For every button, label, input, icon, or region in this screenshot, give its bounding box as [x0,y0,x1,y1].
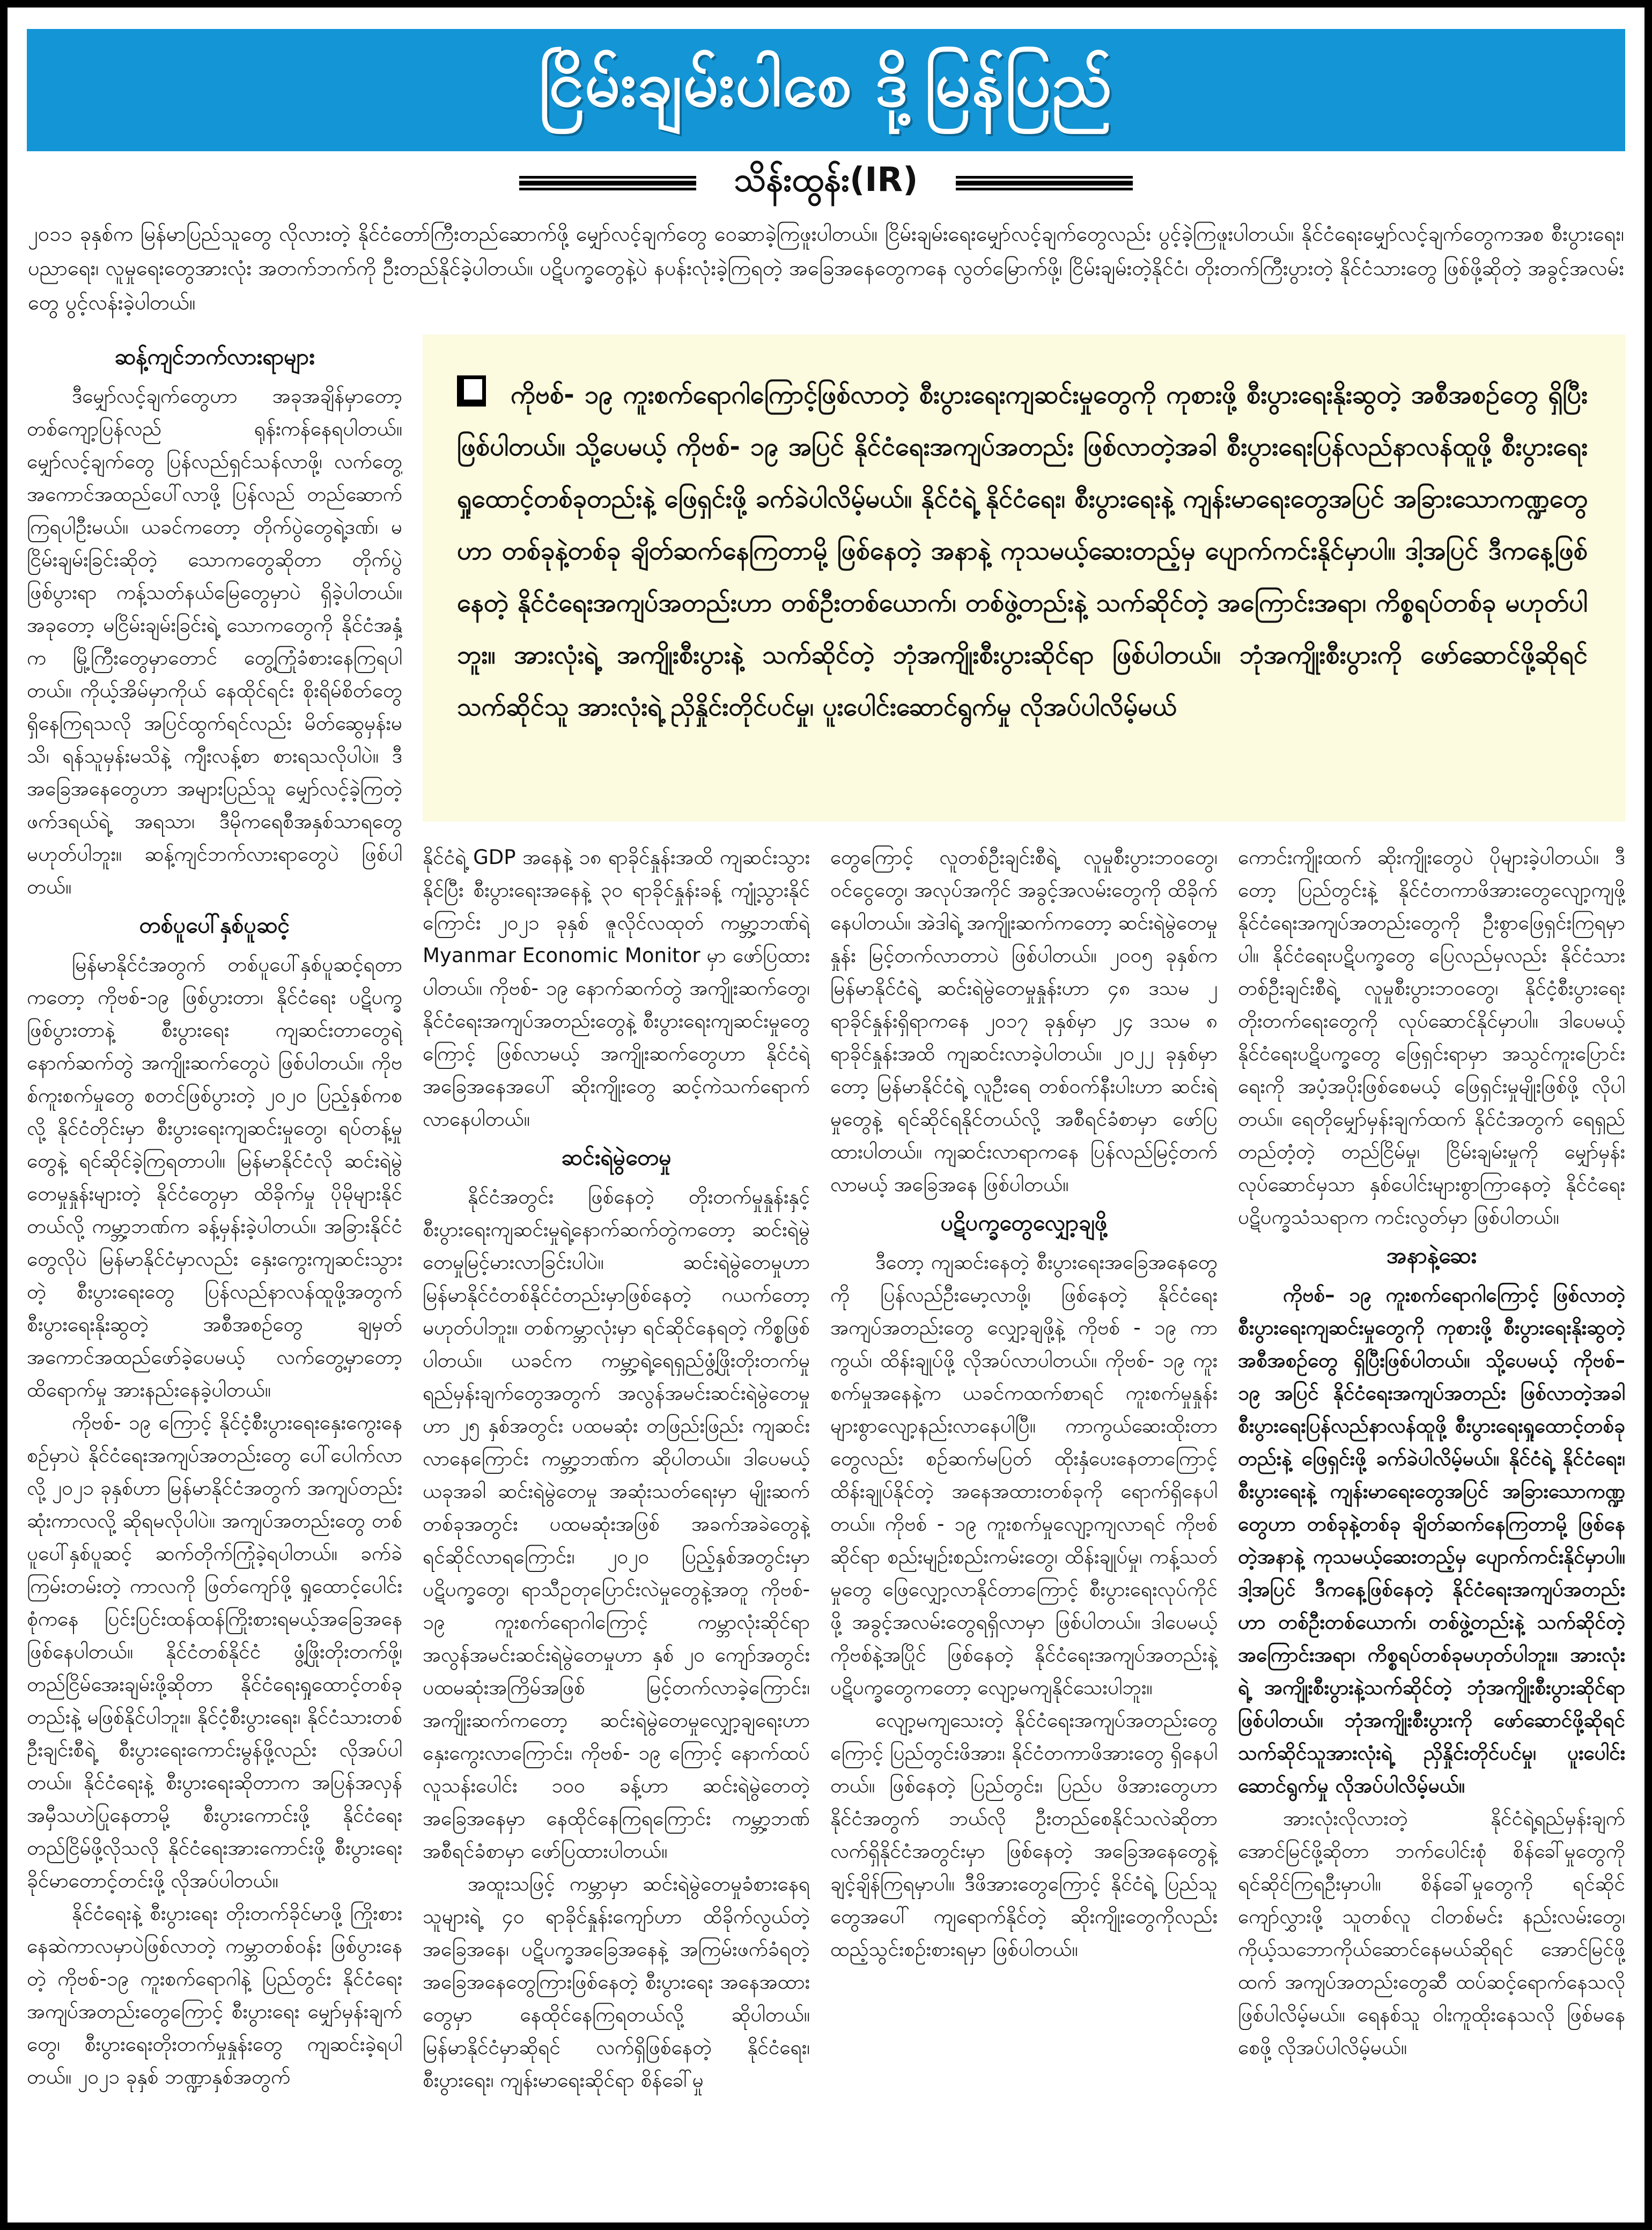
paragraph: ကောင်းကျိုးထက် ဆိုးကျိုးတွေပဲ ပိုများခဲ့ပါတယ်။ ဒီတော့ ပြည်တွင်းနဲ့ နိုင်ငံတကာဖိအားတွေလျော့ကျဖို့ နိုင်ငံရေးအကျပ်အတည်းတွေကို ဦးစွာဖြေရှင်းကြရမှာပါ။ နိုင်ငံရေးပဋိပက္ခတွေ ပြေလည်မှလည်း နိုင်ငံသားတစ်ဦးချင်းစီရဲ့ လူမှုစီးပွားဘဝတွေ၊ နိုင်ငံ့စီးပွားရေး တိုးတက်ရေးတွေကို လုပ်ဆောင်နိုင်မှာပါ။ ဒါပေမယ့် နိုင်ငံရေးပဋိပက္ခတွေ ဖြေရှင်းရာမှာ အသွင်ကူးပြောင်းရေးကို အပံ့အပိုးဖြစ်စေမယ့် ဖြေရှင်းမှုမျိုးဖြစ်ဖို့ လိုပါတယ်။ ရေတိုမျှော်မှန်းချက်ထက် နိုင်ငံအတွက် ရေရှည်တည်တံ့တဲ့ တည်ငြိမ်မှု၊ ငြိမ်းချမ်းမှုကို မျှော်မှန်းလုပ်ဆောင်မှသာ နှစ်ပေါင်းများစွာကြာနေတဲ့ နိုင်ငံရေးပဋိပက္ခသံသရာက ကင်းလွတ်မှာ ဖြစ်ပါတယ်။ [1238,846,1625,1229]
paragraph: အထူးသဖြင့် ကမ္ဘာမှာ ဆင်းရဲမွဲတေမှုခံစားနေရသူများရဲ့ ၄၀ ရာခိုင်နှုန်းကျော်ဟာ ထိခိုက်လွယ်တဲ့အခြေအနေ၊ ပဋိပက္ခအခြေအနေနဲ့ အကြမ်းဖက်ခံရတဲ့ အခြေအနေတွေကြားဖြစ်နေတဲ့ စီးပွားရေး အနေအထားတွေမှာ နေထိုင်နေကြရတယ်လို့ ဆိုပါတယ်။ မြန်မာနိုင်ငံမှာဆိုရင် လက်ရှိဖြစ်နေတဲ့ နိုင်ငံရေး၊ စီးပွားရေး၊ ကျန်းမာရေးဆိုင်ရာ စိန်ခေါ်မှု [423,1872,810,2092]
byline-row [27,151,1625,215]
pull-quote-text: ကိုဗစ်- ၁၉ ကူးစက်ရောဂါကြောင့်ဖြစ်လာတဲ့ စီးပွားရေးကျဆင်းမှုတွေကို ကုစားဖို့ စီးပွားရေးနိုးဆွတဲ့ အစီအစဉ်တွေ ရှိပြီး ဖြစ်ပါတယ်။ သို့ပေမယ့် ကိုဗစ်- ၁၉ အပြင် နိုင်ငံရေးအကျပ်အတည်း ဖြစ်လာတဲ့အခါ စီးပွားရေးပြန်လည်နာလန်ထူဖို့ စီးပွားရေးရှုထောင့်တစ်ခုတည်းနဲ့ ဖြေရှင်းဖို့ ခက်ခဲပါလိမ့်မယ်။ နိုင်ငံရဲ့ နိုင်ငံရေး၊ စီးပွားရေးနဲ့ ကျန်းမာရေးတွေအပြင် အခြားသောကဏ္ဍတွေဟာ တစ်ခုနဲ့တစ်ခု ချိတ်ဆက်နေကြတာမို့ ဖြစ်နေတဲ့ အနာနဲ့ ကုသမယ့်ဆေးတည့်မှ ပျောက်ကင်းနိုင်မှာပါ။ ဒါ့အပြင် ဒီကနေ့ဖြစ်နေတဲ့ နိုင်ငံရေးအကျပ်အတည်းဟာ တစ်ဦးတစ်ယောက်၊ တစ်ဖွဲ့တည်းနဲ့ သက်ဆိုင်တဲ့ အကြောင်းအရာ၊ ကိစ္စရပ်တစ်ခု မဟုတ်ပါဘူး။ အားလုံးရဲ့ အကျိုးစီးပွားနဲ့ သက်ဆိုင်တဲ့ ဘုံအကျိုးစီးပွားဆိုင်ရာ ဖြစ်ပါတယ်။ ဘုံအကျိုးစီးပွားကို ဖော်ဆောင်ဖို့ဆိုရင် သက်ဆိုင်သူ အားလုံးရဲ့ ညှိနှိုင်းတိုင်ပင်မှု၊ ပူးပေါင်းဆောင်ရွက်မှု လိုအပ်ပါလိမ့်မယ် [457,380,1588,722]
paragraph: အားလုံးလိုလားတဲ့ နိုင်ငံရဲ့ရည်မှန်းချက် အောင်မြင်ဖို့ဆိုတာ ဘက်ပေါင်းစုံ စိန်ခေါ်မှုတွေကို ရင်ဆိုင်ကြရဦးမှာပါ။ စိန်ခေါ်မှုတွေကို ရင်ဆိုင်ကျော်လွှားဖို့ သူတစ်လူ ငါတစ်မင်း နည်းလမ်းတွေ၊ ကိုယ့်သဘောကိုယ်ဆောင်နေမယ်ဆိုရင် အောင်မြင်ဖို့ထက် အကျပ်အတည်းတွေဆီ ထပ်ဆင့်ရောက်နေသလို ဖြစ်ပါလိမ့်မယ်။ ရေနစ်သူ ဝါးကူထိုးနေသလို ဖြစ်မနေစေဖို့ လိုအပ်ပါလိမ့်မယ်။ [1238,1807,1625,2059]
paragraph: နိုင်ငံရဲ့ GDP အနေနဲ့ ၁၈ ရာခိုင်နှုန်းအထိ ကျဆင်းသွားနိုင်ပြီး စီးပွားရေးအနေနဲ့ ၃၀ ရာခိုင်နှုန်းခန့် ကျုံ့သွားနိုင်ကြောင်း ၂၀၂၁ ခုနှစ် ဇူလိုင်လထုတ် ကမ္ဘာ့ဘဏ်ရဲ့ Myanmar Economic Monitor မှာ ဖော်ပြထားပါတယ်။ ကိုဗစ်- ၁၉ နောက်ဆက်တွဲ အကျိုးဆက်တွေ၊ နိုင်ငံရေးအကျပ်အတည်းတွေနဲ့ စီးပွားရေးကျဆင်းမှုတွေကြောင့် ဖြစ်လာမယ့် အကျိုးဆက်တွေဟာ နိုင်ငံရဲ့အခြေအနေအပေါ် ဆိုးကျိုးတွေ ဆင့်ကဲသက်ရောက်လာနေပါတယ်။ [423,846,810,1131]
page-title: ငြိမ်းချမ်းပါစေ ဒို့မြန်ပြည် [539,48,1113,121]
section-heading-opposite-directions: ဆန့်ကျင်ဘက်လားရာများ [114,344,315,370]
paragraph-bold: ကိုဗစ်– ၁၉ ကူးစက်ရောဂါကြောင့် ဖြစ်လာတဲ့ စီးပွားရေးကျဆင်းမှုတွေကို ကုစားဖို့ စီးပွားရေးနိုးဆွတဲ့အစီအစဉ်တွေ ရှိပြီးဖြစ်ပါတယ်။ သို့ပေမယ့် ကိုဗစ်– ၁၉ အပြင် နိုင်ငံရေးအကျပ်အတည်း ဖြစ်လာတဲ့အခါ စီးပွားရေးပြန်လည်နာလန်ထူဖို့ စီးပွားရေးရှုထောင့်တစ်ခုတည်းနဲ့ ဖြေရှင်းဖို့ ခက်ခဲပါလိမ့်မယ်။ နိုင်ငံရဲ့ နိုင်ငံရေး၊ စီးပွားရေးနဲ့ ကျန်းမာရေးတွေအပြင် အခြားသောကဏ္ဍတွေဟာ တစ်ခုနဲ့တစ်ခု ချိတ်ဆက်နေကြတာမို့ ဖြစ်နေတဲ့အနာနဲ့ ကုသမယ့်ဆေးတည့်မှ ပျောက်ကင်းနိုင်မှာပါ။ ဒါ့အပြင် ဒီကနေ့ဖြစ်နေတဲ့ နိုင်ငံရေးအကျပ်အတည်းဟာ တစ်ဦးတစ်ယောက်၊ တစ်ဖွဲ့တည်းနဲ့ သက်ဆိုင်တဲ့ အကြောင်းအရာ၊ ကိစ္စရပ်တစ်ခုမဟုတ်ပါဘူး။ အားလုံးရဲ့ အကျိုးစီးပွားနဲ့သက်ဆိုင်တဲ့ ဘုံအကျိုးစီးပွားဆိုင်ရာ ဖြစ်ပါတယ်။ ဘုံအကျိုးစီးပွားကို ဖော်ဆောင်ဖို့ဆိုရင် သက်ဆိုင်သူအားလုံးရဲ့ ညှိနှိုင်းတိုင်ပင်မှု၊ ပူးပေါင်းဆောင်ရွက်မှု လိုအပ်ပါလိမ့်မယ်။ [1238,1283,1625,1797]
paragraph: မြန်မာနိုင်ငံအတွက် တစ်ပူပေါ်နှစ်ပူဆင့်ရတာကတော့ ကိုဗစ်-၁၉ ဖြစ်ပွားတာ၊ နိုင်ငံရေး ပဋိပက္ခ ဖြစ်ပွားတာနဲ့ စီးပွားရေး ကျဆင်းတာတွေရဲ့ နောက်ဆက်တွဲ အကျိုးဆက်တွေပဲ ဖြစ်ပါတယ်။ ကိုဗစ်ကူးစက်မှုတွေ စတင်ဖြစ်ပွားတဲ့ ၂၀၂၀ ပြည့်နှစ်ကစလို့ နိုင်ငံတိုင်းမှာ စီးပွားရေးကျဆင်းမှုတွေ၊ ရပ်တန့်မှုတွေနဲ့ ရင်ဆိုင်ခဲ့ကြရတာပါ။ မြန်မာနိုင်ငံလို ဆင်းရဲမွဲတေမှုနှုန်းများတဲ့ နိုင်ငံတွေမှာ ထိခိုက်မှု ပိုမိုများနိုင်တယ်လို့ ကမ္ဘာ့ဘဏ်က ခန့်မှန်းခဲ့ပါတယ်။ အခြားနိုင်ငံတွေလိုပဲ မြန်မာနိုင်ငံမှာလည်း နှေးကွေးကျဆင်းသွားတဲ့ စီးပွားရေးတွေ ပြန်လည်နာလန်ထူဖို့အတွက် စီးပွားရေးနိုးဆွတဲ့ အစီအစဉ်တွေ ချမှတ်အကောင်အထည်ဖော်ခဲ့ပေမယ့် လက်တွေ့မှာတော့ ထိရောက်မှု အားနည်းနေခဲ့ပါတယ်။ [27,953,402,1401]
column-1 [27,335,402,2196]
paragraph: တွေကြောင့် လူတစ်ဦးချင်းစီရဲ့ လူမှုစီးပွားဘဝတွေ၊ ဝင်ငွေတွေ၊ အလုပ်အကိုင် အခွင့်အလမ်းတွေကို ထိခိုက်နေပါတယ်။ အဲဒါရဲ့ အကျိုးဆက်ကတော့ ဆင်းရဲမွဲတေမှုနှုန်း မြင့်တက်လာတာပဲ ဖြစ်ပါတယ်။ ၂၀၀၅ ခုနှစ်က မြန်မာနိုင်ငံရဲ့ ဆင်းရဲမွဲတေမှုနှုန်းဟာ ၄၈ ဒသမ ၂ ရာခိုင်နှုန်းရှိရာကနေ ၂၀၁၇ ခုနှစ်မှာ ၂၄ ဒသမ ၈ ရာခိုင်နှုန်းအထိ ကျဆင်းလာခဲ့ပါတယ်။ ၂၀၂၂ ခုနှစ်မှာတော့ မြန်မာနိုင်ငံရဲ့ လူဦးရေ တစ်ဝက်နီးပါးဟာ ဆင်းရဲမှုတွေနဲ့ ရင်ဆိုင်ရနိုင်တယ်လို့ အစီရင်ခံစာမှာ ဖော်ပြထားပါတယ်။ ကျဆင်းလာရာကနေ ပြန်လည်မြင့်တက်လာမယ့် အခြေအနေ ဖြစ်ပါတယ်။ [830,846,1218,1196]
paragraph: နိုင်ငံရေးနဲ့ စီးပွားရေး တိုးတက်ခိုင်မာဖို့ ကြိုးစားနေဆဲကာလမှာပဲဖြစ်လာတဲ့ ကမ္ဘာတစ်ဝန်း ဖြစ်ပွားနေတဲ့ ကိုဗစ်-၁၉ ကူးစက်ရောဂါနဲ့ ပြည်တွင်း နိုင်ငံရေးအကျပ်အတည်းတွေကြောင့် စီးပွားရေး မျှော်မှန်းချက်တွေ၊ စီးပွားရေးတိုးတက်မှုနှုန်းတွေ ကျဆင်းခဲ့ရပါတယ်။ ၂၀၂၁ ခုနှစ် ဘဏ္ဍာနှစ်အတွက် [27,1902,402,2088]
byline: သိန်းထွန်း(IR) [734,159,918,199]
paragraph: လျော့မကျသေးတဲ့ နိုင်ငံရေးအကျပ်အတည်းတွေကြောင့် ပြည်တွင်းဖိအား၊ နိုင်ငံတကာဖိအားတွေ ရှိနေပါတယ်။ ဖြစ်နေတဲ့ ပြည်တွင်း၊ ပြည်ပ ဖိအားတွေဟာ နိုင်ငံအတွက် ဘယ်လို ဦးတည်စေနိုင်သလဲဆိုတာ လက်ရှိနိုင်ငံအတွင်းမှာ ဖြစ်နေတဲ့ အခြေအနေတွေနဲ့ ချင့်ချိန်ကြရမှာပါ။ ဒီဖိအားတွေကြောင့် နိုင်ငံရဲ့ ပြည်သူတွေအပေါ် ကျရောက်နိုင်တဲ့ ဆိုးကျိုးတွေကိုလည်း ထည့်သွင်းစဉ်းစားရမှာ ဖြစ်ပါတယ်။ [830,1709,1218,1961]
paragraph: ဒီတော့ ကျဆင်းနေတဲ့ စီးပွားရေးအခြေအနေတွေကို ပြန်လည်ဦးမော့လာဖို့၊ ဖြစ်နေတဲ့ နိုင်ငံရေး အကျပ်အတည်းတွေ လျှော့ချဖို့နဲ့ ကိုဗစ် - ၁၉ ကာကွယ်၊ ထိန်းချုပ်ဖို့ လိုအပ်လာပါတယ်။ ကိုဗစ်- ၁၉ ကူးစက်မှုအနေနဲ့က ယခင်ကထက်စာရင် ကူးစက်မှုနှုန်း များစွာလျော့နည်းလာနေပါပြီ။ ကာကွယ်ဆေးထိုးတာတွေလည်း စဉ်ဆက်မပြတ် ထိုးနှံပေးနေတာကြောင့် ထိန်းချုပ်နိုင်တဲ့ အနေအထားတစ်ခုကို ရောက်ရှိနေပါတယ်။ ကိုဗစ် - ၁၉ ကူးစက်မှုလျော့ကျလာရင် ကိုဗစ်ဆိုင်ရာ စည်းမျဉ်းစည်းကမ်းတွေ၊ ထိန်းချုပ်မှု၊ ကန့်သတ်မှုတွေ ဖြေလျှော့လာနိုင်တာကြောင့် စီးပွားရေးလုပ်ကိုင်ဖို့ အခွင့်အလမ်းတွေရရှိလာမှာ ဖြစ်ပါတယ်။ ဒါပေမယ့် ကိုဗစ်နဲ့အပြိုင် ဖြစ်နေတဲ့ နိုင်ငံရေးအကျပ်အတည်းနဲ့ ပဋိပက္ခတွေကတော့ လျော့မကျနိုင်သေးပါဘူး။ [830,1251,1218,1699]
section-heading-wound-and-medicine: အနာနဲ့ဆေး [1386,1243,1477,1268]
column-4 [1238,841,1625,2196]
square-bullet-icon [457,375,486,407]
pull-quote-box [423,335,1625,822]
article-body [27,335,1625,2196]
column-2 [423,841,810,2196]
column-3 [830,841,1218,2196]
paragraph: ကိုဗစ်- ၁၉ ကြောင့် နိုင်ငံ့စီးပွားရေးနှေးကွေးနေစဉ်မှာပဲ နိုင်ငံရေးအကျပ်အတည်းတွေ ပေါ်ပေါက်လာလို့ ၂၀၂၁ ခုနှစ်ဟာ မြန်မာနိုင်ငံအတွက် အကျပ်တည်းဆုံးကာလလို့ ဆိုရမလိုပါပဲ။ အကျပ်အတည်းတွေ တစ်ပူပေါ်နှစ်ပူဆင့် ဆက်တိုက်ကြုံခဲ့ရပါတယ်။ ခက်ခဲကြမ်းတမ်းတဲ့ ကာလကို ဖြတ်ကျော်ဖို့ ရှုထောင့်ပေါင်းစုံကနေ ပြင်းပြင်းထန်ထန်ကြိုးစားရမယ့်အခြေအနေ ဖြစ်နေပါတယ်။ နိုင်ငံတစ်နိုင်ငံ ဖွံ့ဖြိုးတိုးတက်ဖို့၊ တည်ငြိမ်အေးချမ်းဖို့ဆိုတာ နိုင်ငံရေးရှုထောင့်တစ်ခုတည်းနဲ့ မဖြစ်နိုင်ပါဘူး။ နိုင်ငံ့စီးပွားရေး၊ နိုင်ငံသားတစ်ဦးချင်းစီရဲ့ စီးပွားရေးကောင်းမွန်ဖို့လည်း လိုအပ်ပါတယ်။ နိုင်ငံရေးနဲ့ စီးပွားရေးဆိုတာက အပြန်အလှန်အမှီသဟဲပြုနေတာမို့ စီးပွားကောင်းဖို့ နိုင်ငံရေးတည်ငြိမ်ဖို့လိုသလို နိုင်ငံရေးအားကောင်းဖို့ စီးပွားရေးခိုင်မာတောင့်တင်းဖို့ လိုအပ်ပါတယ်။ [27,1411,402,1892]
right-zone [423,335,1625,2196]
section-heading-double-trouble: တစ်ပူပေါ်နှစ်ပူဆင့် [139,912,290,938]
byline-rule-left-icon [519,176,696,190]
right-columns [423,841,1625,2196]
intro-paragraph: ၂၀၁၁ ခုနှစ်က မြန်မာပြည်သူတွေ လိုလားတဲ့ နိုင်ငံတော်ကြီးတည်ဆောက်ဖို့ မျှော်လင့်ချက်တွေ ဝေဆာခဲ့ကြဖူးပါတယ်။ ငြိမ်းချမ်းရေးမျှော်လင့်ချက်တွေလည်း ပွင့်ခဲ့ကြဖူးပါတယ်။ နိုင်ငံရေးမျှော်လင့်ချက်တွေကအစ စီးပွားရေး၊ ပညာရေး၊ လူမှုရေးတွေအားလုံး အတက်ဘက်ကို ဦးတည်နိုင်ခဲ့ပါတယ်။ ပဋိပက္ခတွေနဲ့ပဲ နပန်းလုံးခဲ့ကြရတဲ့ အခြေအနေတွေကနေ လွတ်မြောက်ဖို့၊ ငြိမ်းချမ်းတဲ့နိုင်ငံ၊ တိုးတက်ကြီးပွားတဲ့ နိုင်ငံသားတွေ ဖြစ်ဖို့ဆိုတဲ့ အခွင့်အလမ်းတွေ ပွင့်လန်းခဲ့ပါတယ်။ [28,222,1624,314]
paragraph: နိုင်ငံအတွင်း ဖြစ်နေတဲ့ တိုးတက်မှုနှုန်းနှင့် စီးပွားရေးကျဆင်းမှုရဲ့နောက်ဆက်တွဲကတော့ ဆင်းရဲမွဲတေမှုမြင့်မားလာခြင်းပါပဲ။ ဆင်းရဲမွဲတေမှုဟာ မြန်မာနိုင်ငံတစ်နိုင်ငံတည်းမှာဖြစ်နေတဲ့ ဂယက်တော့ မဟုတ်ပါဘူး။ တစ်ကမ္ဘာလုံးမှာ ရင်ဆိုင်နေရတဲ့ ကိစ္စဖြစ်ပါတယ်။ ယခင်က ကမ္ဘာ့ရဲ့ရေရှည်ဖွံ့ဖြိုးတိုးတက်မှုရည်မှန်းချက်တွေအတွက် အလွန်အမင်းဆင်းရဲမွဲတေမှုဟာ ၂၅ နှစ်အတွင်း ပထမဆုံး တဖြည်းဖြည်း ကျဆင်းလာနေကြောင်း ကမ္ဘာ့ဘဏ်က ဆိုပါတယ်။ ဒါပေမယ့် ယခုအခါ ဆင်းရဲမွဲတေမှု အဆုံးသတ်ရေးမှာ မျိုးဆက်တစ်ခုအတွင်း ပထမဆုံးအဖြစ် အခက်အခဲတွေနဲ့ ရင်ဆိုင်လာရကြောင်း၊ ၂၀၂၀ ပြည့်နှစ်အတွင်းမှာ ပဋိပက္ခတွေ၊ ရာသီဥတုပြောင်းလဲမှုတွေနဲ့အတူ ကိုဗစ်- ၁၉ ကူးစက်ရောဂါကြောင့် ကမ္ဘာလုံးဆိုင်ရာ အလွန်အမင်းဆင်းရဲမွဲတေမှုဟာ နှစ် ၂၀ ကျော်အတွင်း ပထမဆုံးအကြိမ်အဖြစ် မြင့်တက်လာခဲ့ကြောင်း၊ အကျိုးဆက်ကတော့ ဆင်းရဲမွဲတေမှုလျှော့ချရေးဟာ နှေးကွေးလာကြောင်း၊ ကိုဗစ်- ၁၉ ကြောင့် နောက်ထပ် လူသန်းပေါင်း ၁၀၀ ခန့်ဟာ ဆင်းရဲမွဲတေတဲ့ အခြေအနေမှာ နေထိုင်နေကြရကြောင်း ကမ္ဘာ့ဘဏ် အစီရင်ခံစာမှာ ဖော်ပြထားပါတယ်။ [423,1185,810,1863]
section-heading-poverty: ဆင်းရဲမွဲတေမှု [561,1144,672,1170]
section-heading-reduce-conflicts: ပဋိပက္ခတွေလျှော့ချဖို့ [940,1210,1108,1236]
masthead-banner [27,29,1625,151]
byline-rule-right-icon [956,176,1133,190]
paragraph: ဒီမျှော်လင့်ချက်တွေဟာ အခုအချိန်မှာတော့ တစ်ကျော့ပြန်လည် ရုန်းကန်နေရပါတယ်။ မျှော်လင့်ချက်တွေ ပြန်လည်ရှင်သန်လာဖို့၊ လက်တွေ့အကောင်အထည်ပေါ်လာဖို့ ပြန်လည် တည်ဆောက်ကြရပါဦးမယ်။ ယခင်ကတော့ တိုက်ပွဲတွေရဲ့ဒဏ်၊ မငြိမ်းချမ်းခြင်းဆိုတဲ့ သောကတွေဆိုတာ တိုက်ပွဲဖြစ်ပွားရာ ကန့်သတ်နယ်မြေတွေမှာပဲ ရှိခဲ့ပါတယ်။ အခုတော့ မငြိမ်းချမ်းခြင်းရဲ့ သောကတွေကို နိုင်ငံအနှံ့က မြို့ကြီးတွေမှာတောင် တွေ့ကြုံခံစားနေကြရပါတယ်။ ကိုယ့်အိမ်မှာကိုယ် နေထိုင်ရင်း စိုးရိမ်စိတ်တွေ ရှိနေကြရသလို အပြင်ထွက်ရင်လည်း မိတ်ဆွေမှန်းမသိ၊ ရန်သူမှန်းမသိနဲ့ ကျီးလန့်စာ စားရသလိုပါပဲ။ ဒီအခြေအနေတွေဟာ အများပြည်သူ မျှော်လင့်ခဲ့ကြတဲ့ ဖက်ဒရယ်ရဲ့ အရသာ၊ ဒီမိုကရေစီအနှစ်သာရတွေ မဟုတ်ပါဘူး။ ဆန့်ကျင်ဘက်လားရာတွေပဲ ဖြစ်ပါတယ်။ [27,385,402,898]
